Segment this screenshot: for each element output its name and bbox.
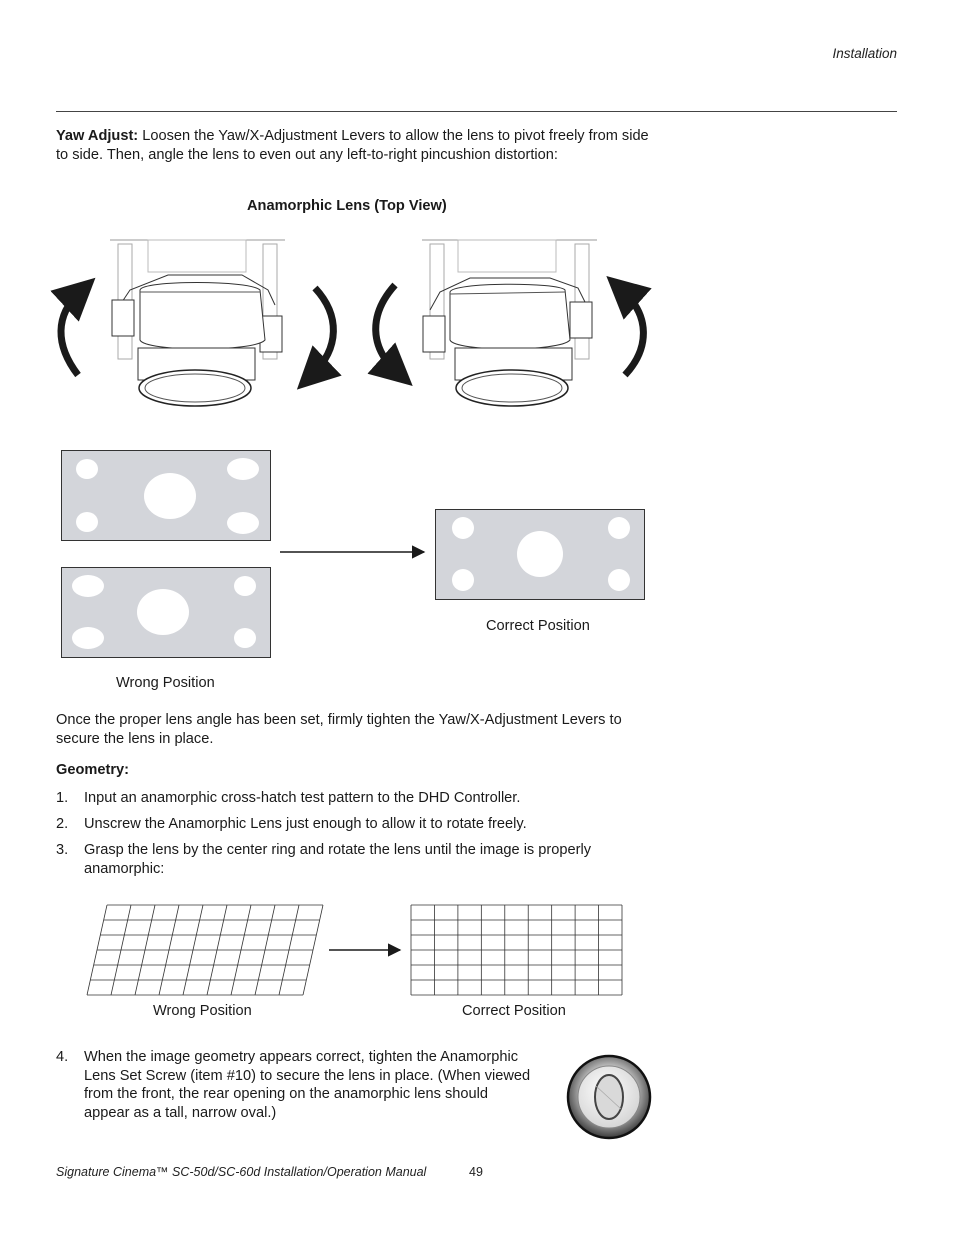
crosshatch-correct: [411, 905, 622, 995]
screen-correct: [436, 510, 645, 600]
step-text: Input an anamorphic cross-hatch test pattern to the DHD Controller.: [84, 790, 521, 806]
step-text: When the image geometry appears correct, tighten the Anamorphic Lens Set Screw (item #10) to secure the lens in place. (When viewed from the front, the rear opening on the anamorphic lens should appear as a tall, narrow oval.): [84, 1049, 531, 1121]
step-number: 1.: [56, 790, 69, 806]
crosshatch-figure: [80, 900, 640, 1000]
step-number: 2.: [56, 816, 69, 832]
step-text: Grasp the lens by the center ring and rotate the lens until the image is properly anamorphic:: [84, 842, 592, 877]
lens-figure-title: Anamorphic Lens (Top View): [247, 198, 447, 214]
geometry-heading: Geometry:: [56, 762, 129, 778]
rotate-arrow-left-b: [312, 288, 333, 375]
page-number: 49: [469, 1165, 483, 1179]
yaw-adjust-text: Loosen the Yaw/X-Adjustment Levers to allow the lens to pivot freely from side to side. Then, angle the lens to even out any left-to-right pincushion distortion:: [56, 128, 649, 163]
wrong-position-caption: Wrong Position: [116, 675, 215, 691]
grid-wrong-caption: Wrong Position: [153, 1003, 252, 1019]
step-text: Unscrew the Anamorphic Lens just enough to allow it to rotate freely.: [84, 816, 527, 832]
lens-drawing-right: [422, 240, 597, 406]
yaw-adjust-paragraph: [56, 127, 656, 165]
grid-correct-caption: Correct Position: [462, 1003, 566, 1019]
lens-rear-oval-illustration: [566, 1054, 656, 1144]
list-item: [56, 789, 636, 809]
tighten-paragraph: Once the proper lens angle has been set, firmly tighten the Yaw/X-Adjustment Levers to secure the lens in place.: [56, 712, 622, 747]
rotate-arrow-left-a: [61, 292, 80, 375]
pincushion-screens: [0, 440, 660, 670]
screen-wrong-bottom: [62, 568, 271, 658]
crosshatch-wrong: [87, 905, 323, 995]
lens-top-view-illustration: [50, 230, 660, 420]
correct-position-caption: Correct Position: [486, 618, 590, 634]
yaw-adjust-label: Yaw Adjust:: [56, 128, 139, 144]
rotate-arrow-right-b: [622, 290, 643, 375]
rotate-arrow-right-a: [376, 285, 397, 372]
step-number: 3.: [56, 842, 69, 858]
header-rule: [56, 111, 897, 112]
list-item: [56, 815, 636, 835]
screen-wrong-top: [62, 451, 271, 541]
step-number: 4.: [56, 1049, 69, 1065]
footer-manual-title: Signature Cinema™ SC-50d/SC-60d Installation/Operation Manual: [56, 1165, 427, 1179]
lens-drawing-left: [110, 240, 285, 406]
section-header: Installation: [832, 46, 897, 61]
list-item: [56, 841, 636, 881]
list-item: [56, 1048, 636, 1128]
